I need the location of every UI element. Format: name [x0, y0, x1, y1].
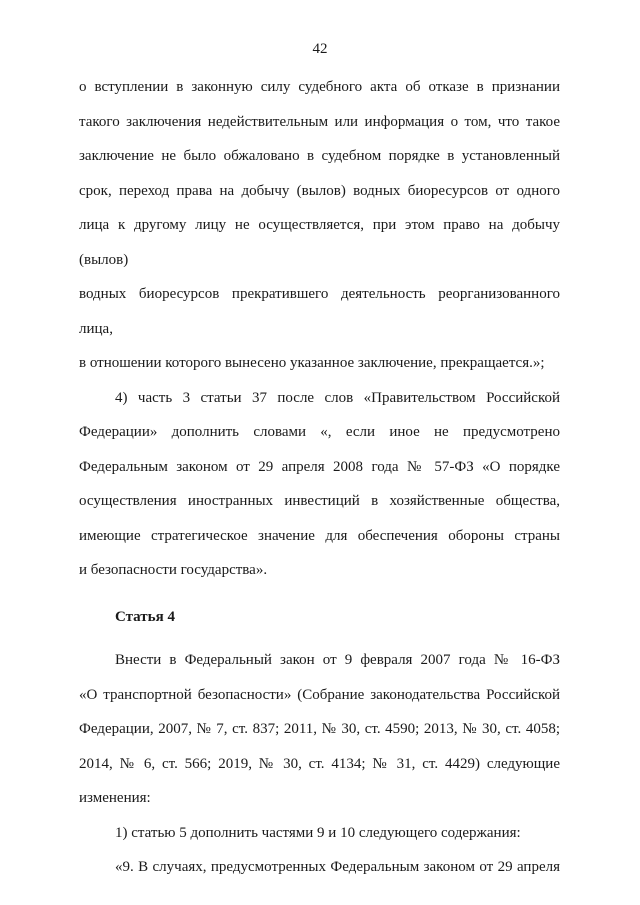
article-title: Статья 4 — [115, 608, 175, 625]
text-line: 1) статью 5 дополнить частями 9 и 10 следующего содержания: — [115, 824, 521, 841]
text-line: Федерации» дополнить словами «, если иное не предусмотрено — [79, 424, 560, 440]
text-line: такого заключения недействительным или информация о том, что такое — [79, 113, 560, 130]
text-line: о вступлении в законную силу судебного акта об отказе в признании — [79, 79, 560, 95]
document-body — [79, 70, 560, 885]
text-line: заключение не было обжаловано в судебном порядке в установленный — [79, 148, 560, 164]
text-line: «9. В случаях, предусмотренных Федеральным законом от 29 апреля — [115, 859, 560, 875]
text-line: 4) часть 3 статьи 37 после слов «Правительством Российской — [115, 389, 560, 406]
text-line: осуществления иностранных инвестиций в хозяйственные общества, — [79, 493, 560, 509]
text-line: Внести в Федеральный закон от 9 февраля 2007 года № 16-ФЗ — [115, 652, 560, 668]
text-line: «О транспортной безопасности» (Собрание законодательства Российской — [79, 686, 560, 703]
text-line: водных биоресурсов прекратившего деятельность реорганизованного лица, — [79, 286, 560, 337]
text-line: Федерации, 2007, № 7, ст. 837; 2011, № 30, ст. 4590; 2013, № 30, ст. 4058; — [79, 721, 560, 737]
paragraph-5 — [79, 850, 560, 885]
paragraph-3 — [79, 643, 560, 816]
text-line: лица к другому лицу не осуществляется, при этом право на добычу (вылов) — [79, 217, 560, 268]
text-line: и безопасности государства». — [79, 562, 268, 578]
text-line: Федеральным законом от 29 апреля 2008 года № 57-ФЗ «О порядке — [79, 458, 560, 475]
page-number: 42 — [312, 41, 328, 57]
paragraph-4 — [79, 816, 560, 851]
text-line: в отношении которого вынесено указанное заключение, прекращается.»; — [79, 355, 545, 371]
paragraph-2 — [79, 381, 560, 588]
text-line: срок, переход права на добычу (вылов) водных биоресурсов от одного — [79, 182, 560, 199]
text-line: имеющие стратегическое значение для обеспечения обороны страны — [79, 527, 560, 544]
paragraph-1 — [79, 70, 560, 381]
text-line: 2014, № 6, ст. 566; 2019, № 30, ст. 4134; № 31, ст. 4429) следующие — [79, 755, 560, 772]
text-line: изменения: — [79, 790, 151, 806]
